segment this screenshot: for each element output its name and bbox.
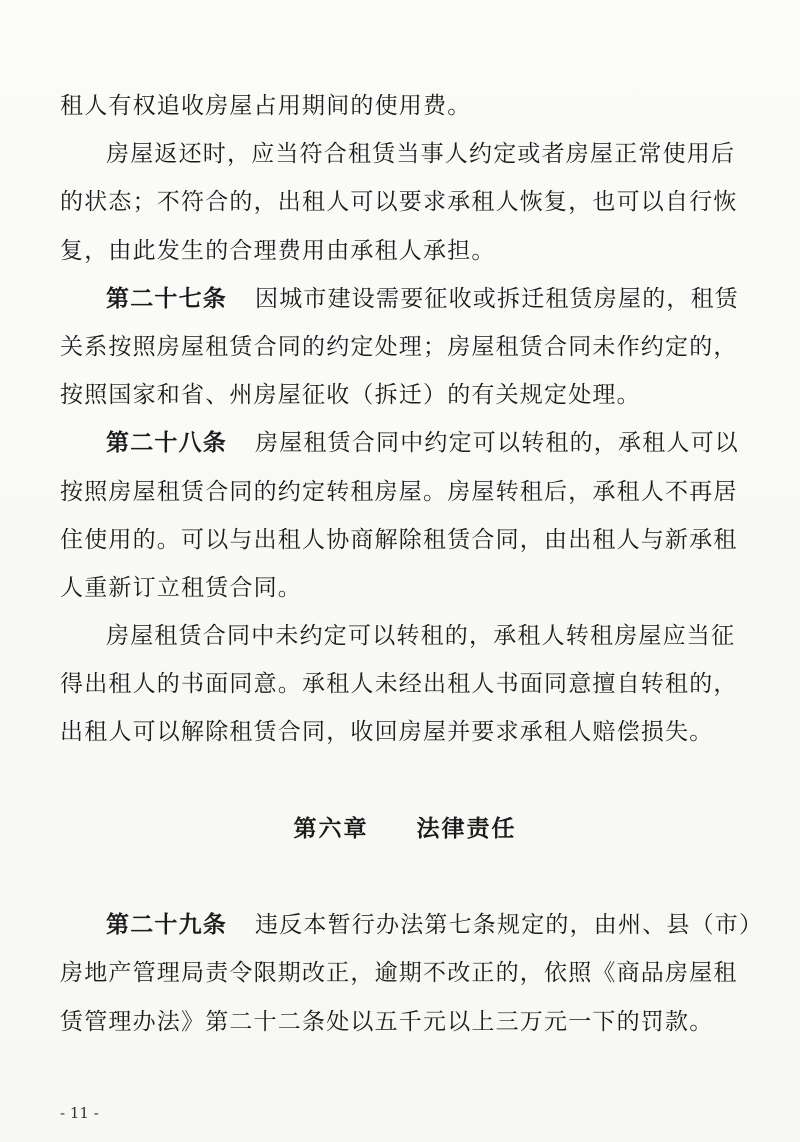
page-number: - 11 - <box>60 1104 99 1122</box>
article-29-line: 第二十九条 违反本暂行办法第七条规定的，由州、县（市） <box>106 911 764 939</box>
paragraph-line: 的状态；不符合的，出租人可以要求承租人恢复，也可以自行恢 <box>60 189 738 216</box>
paragraph-line: 房屋租赁合同中未约定可以转租的，承租人转租房屋应当征 <box>106 623 736 650</box>
document-body <box>60 82 764 1046</box>
paragraph-line: 按照国家和省、州房屋征收（拆迁）的有关规定处理。 <box>60 382 641 409</box>
paragraph-line: 按照房屋租赁合同的约定转租房屋。房屋转租后，承租人不再居 <box>60 478 738 505</box>
chapter-title: 法律责任 <box>416 814 517 842</box>
paragraph-line: 关系按照房屋租赁合同的约定处理；房屋租赁合同未作约定的， <box>60 333 738 360</box>
article-28-heading: 第二十八条 <box>106 429 227 457</box>
paragraph-line: 复，由此发生的合理费用由承租人承担。 <box>60 237 496 264</box>
paragraph-line: 得出租人的书面同意。承租人未经出租人书面同意擅自转租的， <box>60 671 738 698</box>
paragraph-line: 人重新订立租赁合同。 <box>60 574 302 601</box>
article-27-heading: 第二十七条 <box>106 284 227 312</box>
paragraph-line: 出租人可以解除租赁合同，收回房屋并要求承租人赔偿损失。 <box>60 719 714 746</box>
paragraph-line: 租人有权追收房屋占用期间的使用费。 <box>60 93 472 119</box>
article-27-line: 第二十七条 因城市建设需要征收或拆迁租赁房屋的，租赁 <box>106 284 739 312</box>
paragraph-line: 房地产管理局责令限期改正，逾期不改正的，依照《商品房屋租 <box>60 960 738 987</box>
chapter-number: 第六章 <box>293 814 369 842</box>
paragraph-line: 房屋返还时，应当符合租赁当事人约定或者房屋正常使用后 <box>106 141 736 168</box>
chapter-heading <box>60 805 750 853</box>
paragraph-line: 赁管理办法》第二十二条处以五千元以上三万元一下的罚款。 <box>60 1008 714 1035</box>
paragraph-line: 住使用的。可以与出租人协商解除租赁合同，由出租人与新承租 <box>60 526 738 553</box>
article-28-line: 第二十八条 房屋租赁合同中约定可以转租的，承租人可以 <box>106 429 739 457</box>
article-29-heading: 第二十九条 <box>106 911 227 939</box>
